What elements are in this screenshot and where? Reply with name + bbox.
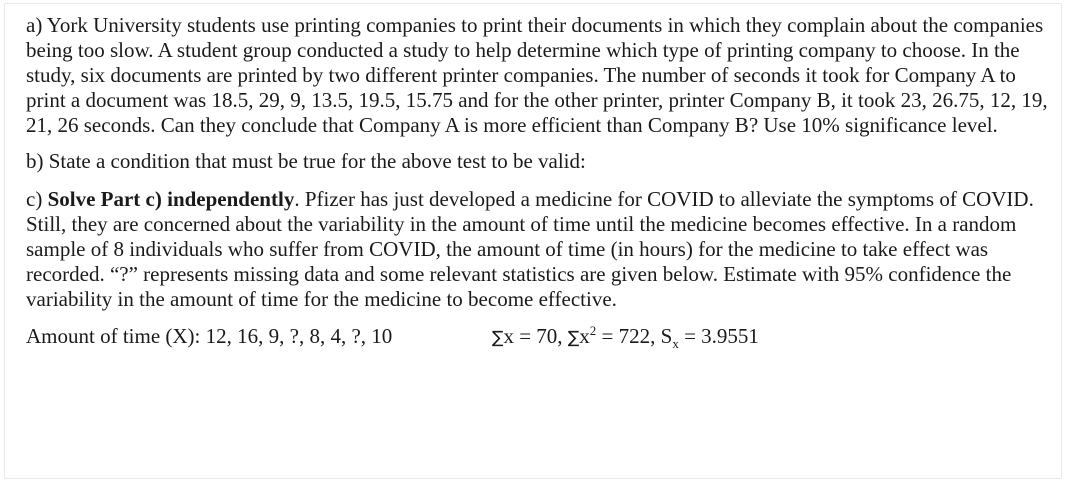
sum-x2-var: x <box>579 324 590 348</box>
sample-sd-stat <box>660 324 759 352</box>
sigma-symbol: ∑ <box>492 328 504 348</box>
sx-value: = 3.9551 <box>678 324 759 348</box>
data-line <box>26 323 1056 352</box>
sx-sub: x <box>672 336 679 352</box>
part-b-paragraph: b) State a condition that must be true for the above test to be valid: <box>26 149 586 173</box>
sum-x2-power: 2 <box>589 323 597 338</box>
sx-var: S <box>660 324 673 348</box>
document-body <box>26 13 1056 352</box>
sum-x-squared-stat <box>568 324 661 348</box>
sum-x-stat <box>492 324 568 348</box>
part-c-bold-instruction: Solve Part c) independently <box>47 187 295 211</box>
amount-of-time-data: Amount of time (X): 12, 16, 9, ?, 8, 4, ?, 10 <box>26 324 393 348</box>
sigma-symbol: ∑ <box>567 328 580 348</box>
part-c-body: . Pfizer has just developed a medicine for COVID to alleviate the symptoms of COVID. Still, they are concerned about the variability in the amount of time until the medicine becomes effective. In a random sample of 8 individuals who suffer from COVID, the amount of time (in hours) for the medicine to take effect was recorded. “?” represents missing data and some relevant statistics are given below. Estimate with 95% confidence the variability in the amount of time for the medicine to become effective. <box>26 187 1034 311</box>
part-a-paragraph: a) York University students use printing companies to print their documents in which they complain about the companies being too slow. A student group conducted a study to help determine which type of printing company to choose. In the study, six documents are printed by two different printer companies. The number of seconds it took for Company A to print a document was 18.5, 29, 9, 13.5, 19.5, 15.75 and for the other printer, printer Company B, it took 23, 26.75, 12, 19, 21, 26 seconds. Can they conclude that Company A is more efficient than Company B? Use 10% significance level. <box>26 13 1048 137</box>
part-c-prefix: c) <box>26 187 48 211</box>
sum-x2-value: = 722, <box>596 324 661 348</box>
summary-statistics <box>492 324 759 351</box>
sum-x-value: = 70, <box>513 324 568 348</box>
sum-x-var: x <box>503 324 514 348</box>
part-c-paragraph <box>26 187 1056 312</box>
